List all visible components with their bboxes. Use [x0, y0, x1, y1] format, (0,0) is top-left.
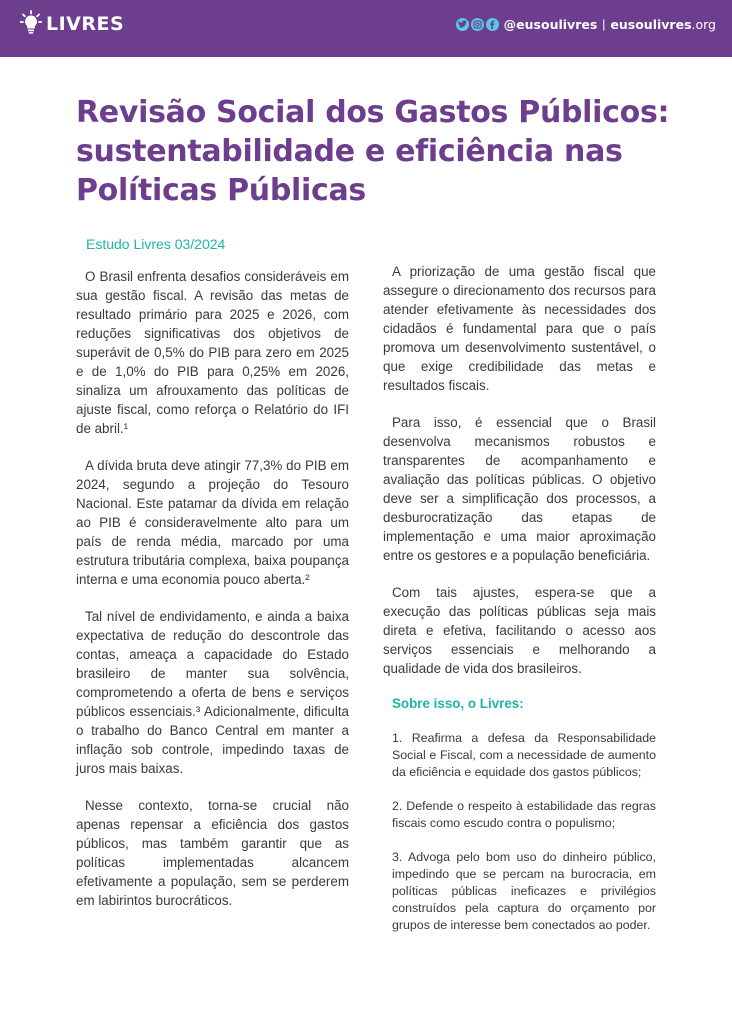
list-item: 3. Advoga pelo bom uso do dinheiro público, impedindo que se percam na burocracia, em políticas públicas ineficazes e privilégios construídos pela captura do orçamento por grupos de interesse bem conectados ao poder. — [392, 850, 656, 932]
list-item: 2. Defende o respeito à estabilidade das regras fiscais como escudo contra o populismo; — [392, 799, 656, 830]
left-column — [76, 267, 349, 928]
website-link[interactable] — [610, 17, 716, 32]
twitter-icon[interactable] — [456, 18, 469, 31]
paragraph: A priorização de uma gestão fiscal que assegure o direcionamento dos recursos para atender efetivamente às necessidades dos cidadãos é fundamental para que o país promova um desenvolvimento sustentável, o que exige credibilidade das metas e resultados fiscais. — [383, 264, 656, 393]
header-bar — [0, 0, 732, 57]
paragraph: A dívida bruta deve atingir 77,3% do PIB em 2024, segundo a projeção do Tesouro Nacional. Este patamar da dívida em relação ao PIB é consideravelmente alto para um país de renda média, marcado por uma estrutura tributária complexa, baixa poupança interna e uma economia pouco aberta.² — [76, 458, 349, 587]
facebook-icon[interactable] — [486, 18, 499, 31]
social-handle[interactable]: @eusoulivres — [503, 16, 598, 32]
paragraph: Com tais ajustes, espera-se que a execução das políticas públicas seja mais direta e efetiva, facilitando o acesso aos serviços essenciais e melhorando a qualidade de vida dos brasileiros. — [383, 585, 656, 676]
section-heading: Sobre isso, o Livres: — [392, 696, 524, 711]
social-links — [456, 14, 716, 34]
lightbulb-icon — [20, 10, 42, 39]
brand-name: LIVRES — [46, 13, 125, 35]
study-id: Estudo Livres 03/2024 — [86, 236, 226, 252]
website-domain: eusoulivres — [610, 16, 692, 32]
position-list — [392, 730, 656, 934]
instagram-icon[interactable] — [471, 18, 484, 31]
livres-logo[interactable] — [20, 11, 124, 37]
paragraph: Tal nível de endividamento, e ainda a baixa expectativa de redução do descontrole das contas, ameaça a capacidade do Estado brasileiro de manter sua solvência, comprometendo a oferta de bens e serviços públicos essenciais.³ Adicionalmente, dificulta o trabalho do Banco Central em manter a inflação sob controle, impedindo taxas de juros mais baixas. — [76, 609, 349, 776]
right-column — [383, 262, 656, 951]
document-title: Revisão Social dos Gastos Públicos: sustentabilidade e eficiência nas Políticas Públicas — [76, 95, 670, 208]
website-tld: .org — [691, 16, 716, 32]
list-item: 1. Reafirma a defesa da Responsabilidade Social e Fiscal, com a necessidade de aumento da eficiência e equidade dos gastos públicos; — [392, 731, 656, 779]
paragraph: O Brasil enfrenta desafios consideráveis em sua gestão fiscal. A revisão das metas de resultado primário para 2025 e 2026, com reduções significativas dos objetivos de superávit de 0,5% do PIB para zero em 2025 e de 1,0% do PIB para 0,25% em 2026, sinaliza um afrouxamento das políticas de ajuste fiscal, como reforça o Relatório do IFI de abril.¹ — [76, 269, 349, 436]
paragraph: Nesse contexto, torna-se crucial não apenas repensar a eficiência dos gastos públicos, mas também garantir que as políticas implementadas alcancem efetivamente a população, sem se perderem em labirintos burocráticos. — [76, 798, 349, 908]
paragraph: Para isso, é essencial que o Brasil desenvolva mecanismos robustos e transparentes de acompanhamento e avaliação das políticas públicas. O objetivo deve ser a simplificação dos processos, a desburocratização das etapas de implementação e uma maior aproximação entre os gestores e a população beneficiária. — [383, 415, 656, 563]
separator: | — [602, 17, 606, 31]
